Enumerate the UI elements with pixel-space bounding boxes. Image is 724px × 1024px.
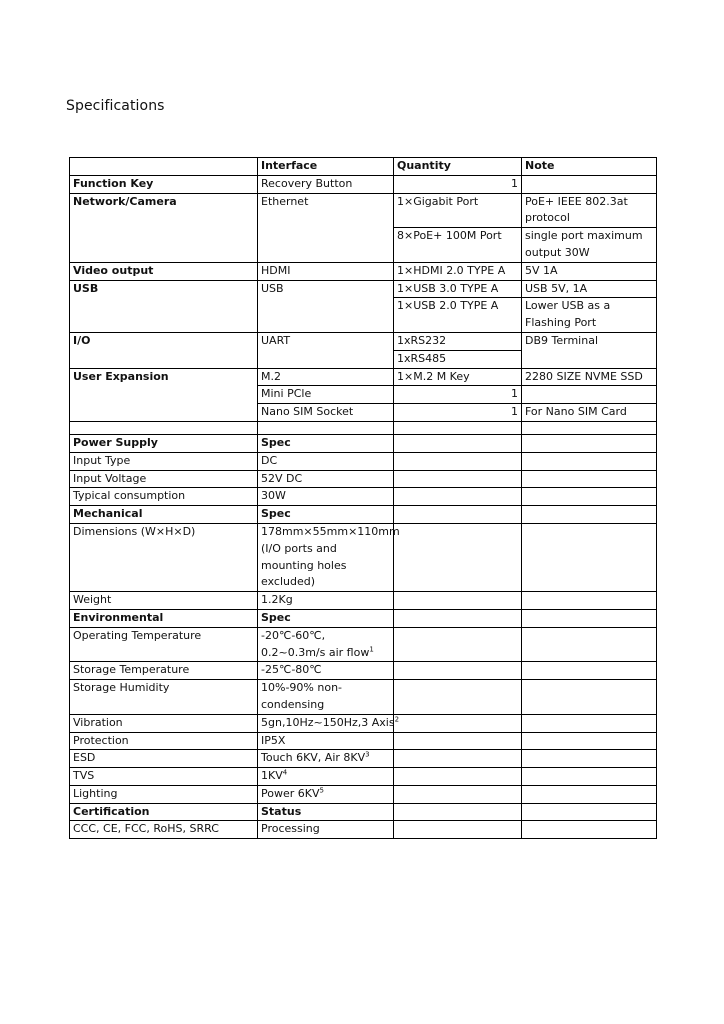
section-row	[70, 609, 657, 627]
expansion-m2: M.2	[258, 368, 394, 386]
table-row	[70, 732, 657, 750]
expansion-label: User Expansion	[70, 368, 258, 421]
function-key-quantity: 1	[394, 175, 522, 193]
protection-label: Protection	[70, 732, 258, 750]
empty-cell	[394, 609, 522, 627]
network-qty1: 1×Gigabit Port	[394, 193, 522, 228]
certification-label: Certification	[70, 803, 258, 821]
empty-cell	[522, 175, 657, 193]
op-temp-label: Operating Temperature	[70, 627, 258, 662]
empty-cell	[522, 750, 657, 768]
empty-cell	[522, 627, 657, 662]
vibration-text: 5gn,10Hz~150Hz,3 Axis	[261, 715, 395, 729]
footnote-marker: 4	[282, 768, 288, 777]
section-row	[70, 506, 657, 524]
protection-value: IP5X	[258, 732, 394, 750]
table-row	[70, 768, 657, 786]
empty-cell	[394, 421, 522, 434]
empty-cell	[522, 609, 657, 627]
certification-list: CCC, CE, FCC, RoHS, SRRC	[70, 821, 258, 839]
power-spec-label: Spec	[258, 434, 394, 452]
empty-cell	[522, 523, 657, 591]
table-row	[70, 680, 657, 715]
expansion-m2-qty: 1×M.2 M Key	[394, 368, 522, 386]
footnote-marker: 1	[369, 644, 374, 653]
lighting-text: Power 6KV	[261, 786, 320, 800]
empty-cell	[522, 680, 657, 715]
footnote-marker: 3	[365, 750, 370, 759]
empty-cell	[394, 768, 522, 786]
empty-cell	[394, 488, 522, 506]
table-row	[70, 785, 657, 803]
consumption-value: 30W	[258, 488, 394, 506]
table-row	[70, 193, 657, 228]
video-note: 5V 1A	[522, 262, 657, 280]
table-row	[70, 523, 657, 591]
mechanical-spec-label: Spec	[258, 506, 394, 524]
io-note: DB9 Terminal	[522, 332, 657, 368]
table-row	[70, 714, 657, 732]
empty-cell	[522, 488, 657, 506]
empty-cell	[522, 714, 657, 732]
weight-value: 1.2Kg	[258, 592, 394, 610]
header-quantity: Quantity	[394, 158, 522, 176]
expansion-pcie-qty: 1	[394, 386, 522, 404]
empty-cell	[394, 592, 522, 610]
mechanical-label: Mechanical	[70, 506, 258, 524]
weight-label: Weight	[70, 592, 258, 610]
certification-status: Processing	[258, 821, 394, 839]
environmental-label: Environmental	[70, 609, 258, 627]
usb-label: USB	[70, 280, 258, 332]
expansion-sim-note: For Nano SIM Card	[522, 404, 657, 422]
table-row	[70, 750, 657, 768]
empty-cell	[258, 421, 394, 434]
table-row	[70, 332, 657, 350]
usb-qty1: 1×USB 3.0 TYPE A	[394, 280, 522, 298]
io-qty2: 1xRS485	[394, 350, 522, 368]
empty-cell	[394, 821, 522, 839]
lighting-label: Lighting	[70, 785, 258, 803]
function-key-label: Function Key	[70, 175, 258, 193]
empty-cell	[394, 452, 522, 470]
input-voltage-value: 52V DC	[258, 470, 394, 488]
storage-temp-value: -25℃-80℃	[258, 662, 394, 680]
tvs-label: TVS	[70, 768, 258, 786]
header-row	[70, 158, 657, 176]
tvs-value	[258, 768, 394, 786]
tvs-text: 1KV	[261, 769, 283, 783]
io-qty1: 1xRS232	[394, 332, 522, 350]
humidity-value: 10%-90% non-condensing	[258, 680, 394, 715]
io-interface: UART	[258, 332, 394, 368]
empty-cell	[394, 662, 522, 680]
empty-cell	[522, 662, 657, 680]
empty-cell	[394, 627, 522, 662]
spacer-row	[70, 421, 657, 434]
table-row	[70, 280, 657, 298]
usb-qty2: 1×USB 2.0 TYPE A	[394, 298, 522, 333]
op-temp-text: -20℃-60℃, 0.2~0.3m/s air flow	[261, 628, 370, 659]
table-row	[70, 262, 657, 280]
dimensions-value: 178mm×55mm×110mm (I/O ports and mounting holes excluded)	[258, 523, 394, 591]
function-key-interface: Recovery Button	[258, 175, 394, 193]
network-note2: single port maximum output 30W	[522, 228, 657, 263]
table-row	[70, 368, 657, 386]
section-row	[70, 434, 657, 452]
expansion-m2-note: 2280 SIZE NVME SSD	[522, 368, 657, 386]
input-voltage-label: Input Voltage	[70, 470, 258, 488]
power-label: Power Supply	[70, 434, 258, 452]
footnote-marker: 5	[319, 786, 324, 795]
empty-cell	[394, 470, 522, 488]
empty-cell	[394, 506, 522, 524]
table-row	[70, 470, 657, 488]
header-interface: Interface	[258, 158, 394, 176]
empty-cell	[394, 680, 522, 715]
network-note1: PoE+ IEEE 802.3at protocol	[522, 193, 657, 228]
expansion-sim-qty: 1	[394, 404, 522, 422]
video-interface: HDMI	[258, 262, 394, 280]
vibration-value	[258, 714, 400, 732]
storage-temp-label: Storage Temperature	[70, 662, 258, 680]
usb-note2: Lower USB as a Flashing Port	[522, 298, 657, 333]
empty-cell	[394, 523, 522, 591]
op-temp-value	[258, 627, 394, 662]
empty-cell	[70, 158, 258, 176]
empty-cell	[522, 732, 657, 750]
expansion-sim: Nano SIM Socket	[258, 404, 394, 422]
table-row	[70, 452, 657, 470]
empty-cell	[522, 470, 657, 488]
table-row	[70, 821, 657, 839]
table-row	[70, 662, 657, 680]
usb-note1: USB 5V, 1A	[522, 280, 657, 298]
empty-cell	[522, 803, 657, 821]
certification-status-label: Status	[258, 803, 394, 821]
table-row	[70, 488, 657, 506]
network-interface: Ethernet	[258, 193, 394, 262]
page-title: Specifications	[66, 98, 165, 114]
humidity-label: Storage Humidity	[70, 680, 258, 715]
input-type-label: Input Type	[70, 452, 258, 470]
network-qty2: 8×PoE+ 100M Port	[394, 228, 522, 263]
esd-label: ESD	[70, 750, 258, 768]
lighting-value	[258, 785, 394, 803]
esd-text: Touch 6KV, Air 8KV	[261, 751, 366, 765]
empty-cell	[70, 421, 258, 434]
spec-table	[69, 157, 657, 839]
footnote-marker: 2	[394, 715, 400, 724]
empty-cell	[394, 750, 522, 768]
empty-cell	[522, 592, 657, 610]
io-label: I/O	[70, 332, 258, 368]
table-row	[70, 175, 657, 193]
environmental-spec-label: Spec	[258, 609, 394, 627]
empty-cell	[522, 785, 657, 803]
empty-cell	[522, 452, 657, 470]
empty-cell	[522, 506, 657, 524]
table-row	[70, 627, 657, 662]
network-label: Network/Camera	[70, 193, 258, 262]
empty-cell	[522, 421, 657, 434]
usb-interface: USB	[258, 280, 394, 332]
video-quantity: 1×HDMI 2.0 TYPE A	[394, 262, 522, 280]
header-note: Note	[522, 158, 657, 176]
consumption-label: Typical consumption	[70, 488, 258, 506]
table-row	[70, 592, 657, 610]
empty-cell	[394, 803, 522, 821]
empty-cell	[394, 732, 522, 750]
input-type-value: DC	[258, 452, 394, 470]
esd-value	[258, 750, 394, 768]
vibration-label: Vibration	[70, 714, 258, 732]
video-label: Video output	[70, 262, 258, 280]
dimensions-label: Dimensions (W×H×D)	[70, 523, 258, 591]
empty-cell	[522, 434, 657, 452]
expansion-pcie: Mini PCle	[258, 386, 394, 404]
empty-cell	[522, 768, 657, 786]
section-row	[70, 803, 657, 821]
empty-cell	[522, 386, 657, 404]
empty-cell	[394, 785, 522, 803]
empty-cell	[394, 714, 522, 732]
empty-cell	[522, 821, 657, 839]
empty-cell	[394, 434, 522, 452]
